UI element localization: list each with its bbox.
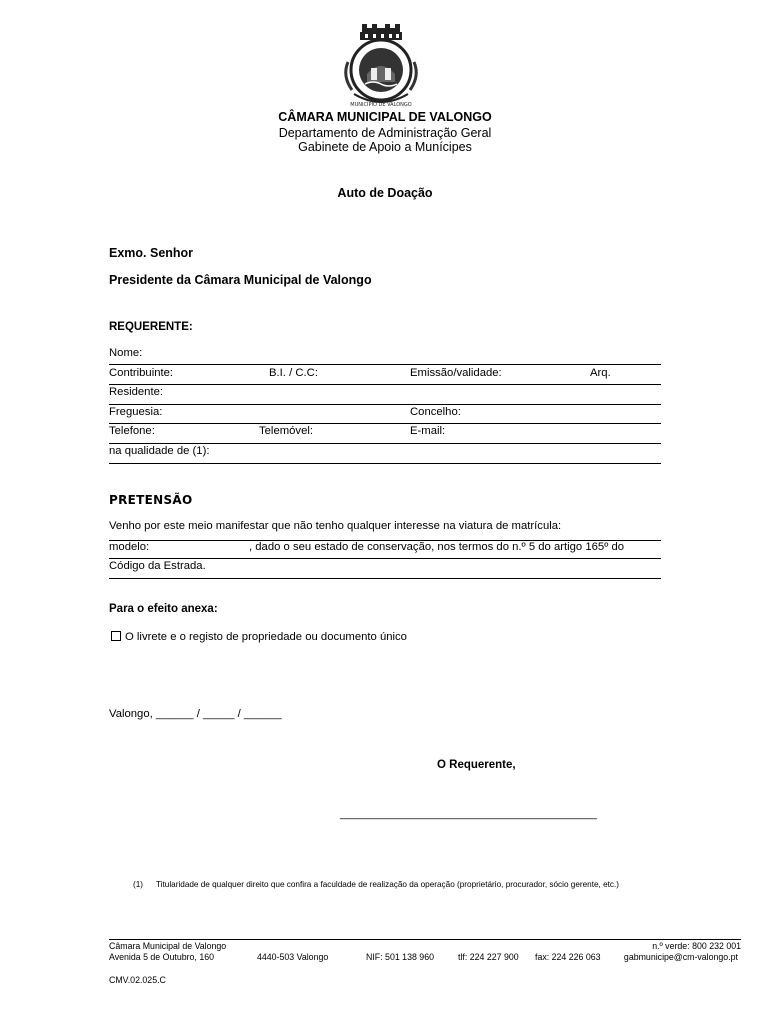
signature-line[interactable]: __________________________________________ bbox=[340, 808, 597, 820]
footer-nif: NIF: 501 138 960 bbox=[366, 952, 434, 962]
pretensao-intro: Venho por este meio manifestar que não tenho qualquer interesse na viatura de matrícula: bbox=[109, 520, 562, 532]
livrete-label: O livrete e o registo de propriedade ou documento único bbox=[125, 631, 407, 643]
qualidade-field-line[interactable] bbox=[109, 463, 661, 464]
concelho-label: Concelho: bbox=[410, 406, 461, 418]
nome-field-line[interactable] bbox=[109, 364, 661, 365]
email-label: E-mail: bbox=[410, 425, 446, 437]
contribuinte-label: Contribuinte: bbox=[109, 367, 174, 379]
telefone-label: Telefone: bbox=[109, 425, 155, 437]
freguesia-label: Freguesia: bbox=[109, 406, 163, 418]
organization-name: CÂMARA MUNICIPAL DE VALONGO bbox=[278, 110, 492, 124]
residente-label: Residente: bbox=[109, 386, 164, 398]
modelo-field-line[interactable] bbox=[109, 558, 661, 559]
qualidade-label: na qualidade de (1): bbox=[109, 445, 210, 457]
date-line[interactable]: Valongo, ______ / _____ / ______ bbox=[109, 708, 282, 720]
footer-email[interactable]: gabmunicipe@cm-valongo.pt bbox=[623, 952, 738, 962]
anexa-item bbox=[111, 631, 407, 643]
footer-tlf: tlf: 224 227 900 bbox=[458, 952, 519, 962]
freguesia-field-line[interactable] bbox=[109, 423, 661, 424]
modelo-continuation: , dado o seu estado de conservação, nos termos do n.º 5 do artigo 165º do bbox=[249, 541, 625, 553]
nome-label: Nome: bbox=[109, 347, 143, 359]
emissao-label: Emissão/validade: bbox=[410, 367, 502, 379]
salutation: Exmo. Senhor bbox=[109, 246, 194, 260]
document-title: Auto de Doação bbox=[337, 186, 433, 200]
pretensao-heading: PRETENSÃO bbox=[109, 493, 193, 507]
footer-postal: 4440-503 Valongo bbox=[257, 952, 329, 962]
footer-fax: fax: 224 226 063 bbox=[535, 952, 601, 962]
anexa-heading: Para o efeito anexa: bbox=[109, 603, 218, 615]
footer-street: Avenida 5 de Outubro, 160 bbox=[109, 952, 214, 962]
municipal-crest-logo bbox=[340, 24, 422, 112]
requerente-heading: REQUERENTE: bbox=[109, 321, 193, 333]
modelo-label: modelo: bbox=[109, 541, 150, 553]
bi-cc-label: B.I. / C.C: bbox=[269, 367, 318, 379]
footer-verde: n.º verde: 800 232 001 bbox=[652, 941, 741, 951]
signature-label: O Requerente, bbox=[437, 759, 516, 771]
note-text: Titularidade de qualquer direito que confira a faculdade de realização da operação (proprietário, procurador, sócio gerente, etc.) bbox=[156, 880, 620, 889]
form-code: CMV.02.025.C bbox=[109, 975, 166, 985]
svg-text:MUNICÍPIO DE VALONGO: MUNICÍPIO DE VALONGO bbox=[350, 102, 412, 108]
footer-rule bbox=[109, 939, 741, 940]
contribuinte-field-line[interactable] bbox=[109, 384, 661, 385]
telefone-field-line[interactable] bbox=[109, 443, 661, 444]
livrete-checkbox[interactable] bbox=[111, 631, 121, 641]
residente-field-line[interactable] bbox=[109, 404, 661, 405]
department-name: Departamento de Administração Geral bbox=[278, 126, 492, 140]
addressee: Presidente da Câmara Municipal de Valongo bbox=[109, 273, 372, 287]
arq-label: Arq. bbox=[590, 367, 611, 379]
codigo-estrada-text: Código da Estrada. bbox=[109, 560, 206, 572]
note-number: (1) bbox=[133, 880, 144, 889]
footer-org: Câmara Municipal de Valongo bbox=[109, 941, 227, 951]
office-name: Gabinete de Apoio a Munícipes bbox=[298, 140, 472, 154]
pretensao-end-line bbox=[109, 578, 661, 579]
telemovel-label: Telemóvel: bbox=[259, 425, 313, 437]
